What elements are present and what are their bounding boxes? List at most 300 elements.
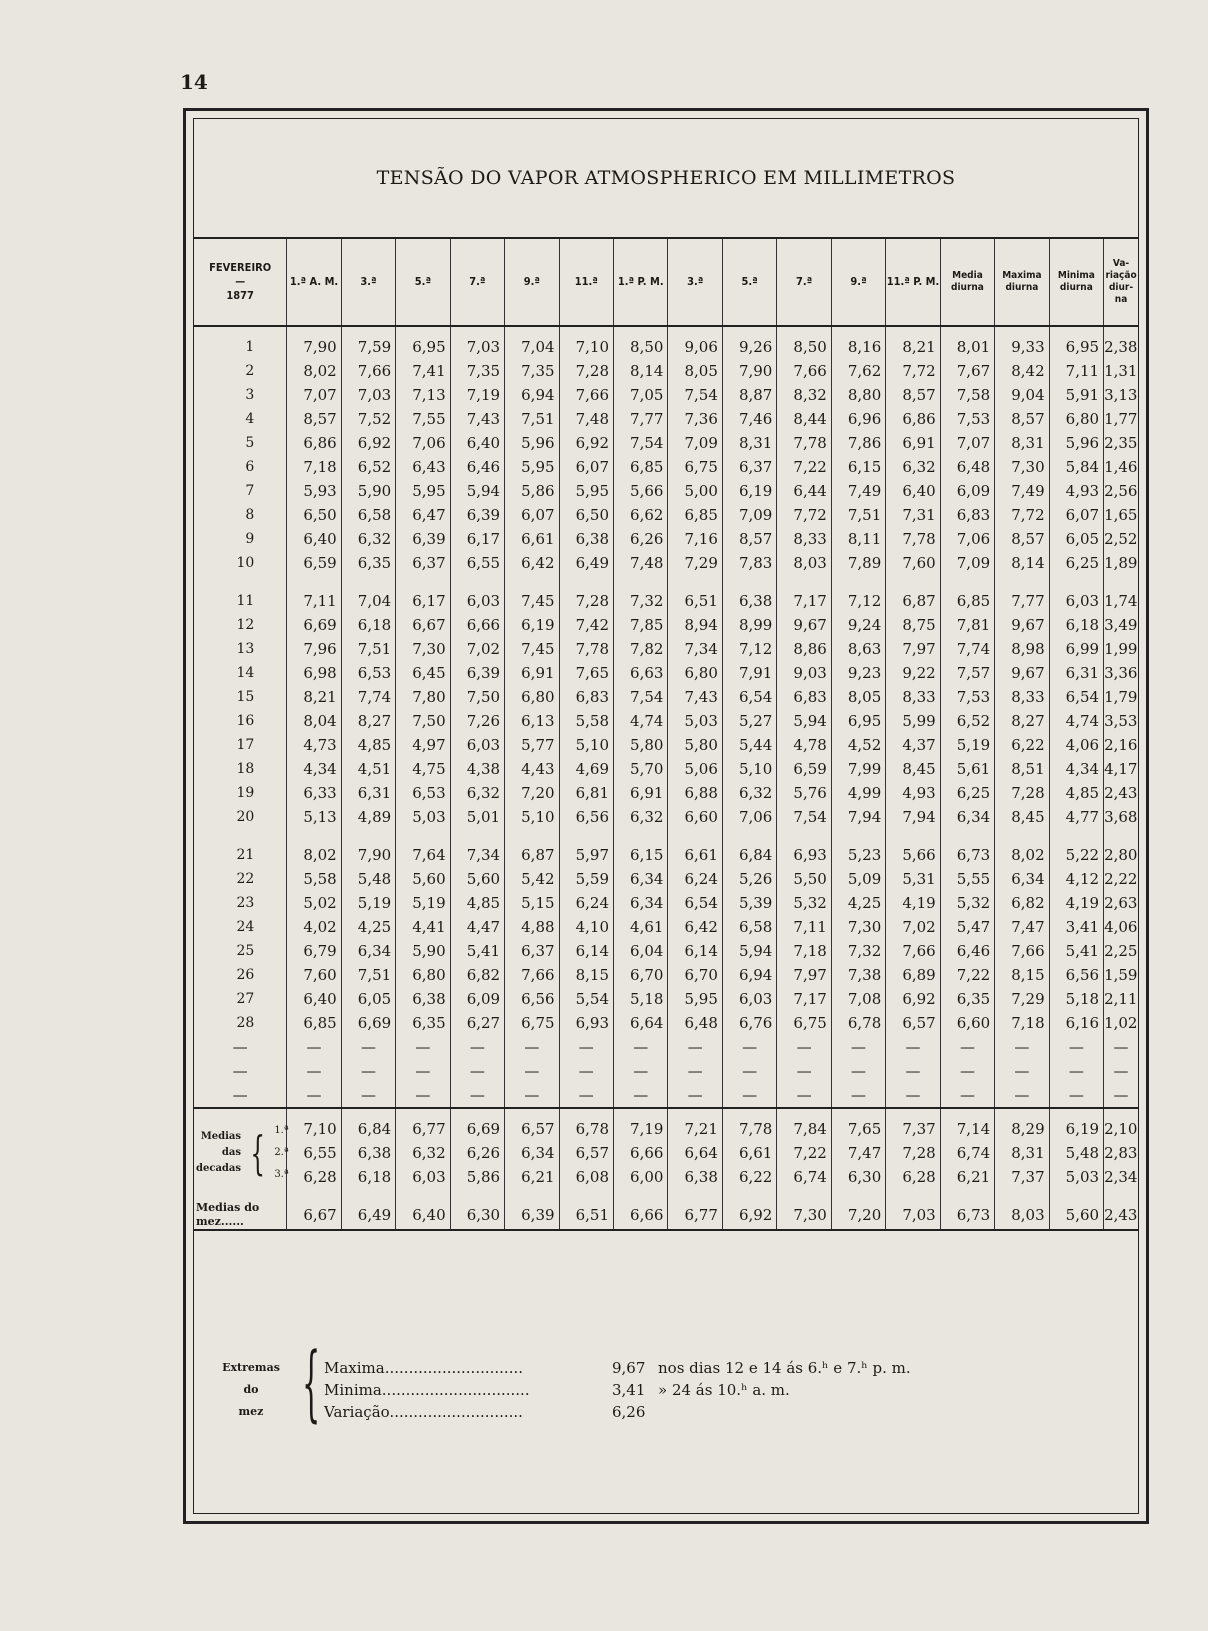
value-cell: 6,08 [559, 1165, 613, 1189]
value-cell: 6,49 [341, 1201, 395, 1230]
value-cell: 4,75 [396, 757, 450, 781]
value-cell: 4,34 [287, 757, 341, 781]
value-cell: 6,32 [341, 527, 395, 551]
extreme-note: » 24 ás 10.ʰ a. m. [658, 1381, 790, 1399]
value-cell: 6,32 [396, 1141, 450, 1165]
value-cell: 7,10 [287, 1117, 341, 1141]
value-cell: 7,45 [505, 589, 559, 613]
spacer-cell [396, 326, 450, 335]
dash-cell: — [940, 1035, 994, 1059]
spacer-cell [668, 1189, 722, 1201]
spacer-cell [1049, 575, 1103, 589]
day-cell: 20 [194, 805, 287, 829]
value-cell: 5,23 [831, 843, 885, 867]
dash-cell: — [450, 1059, 504, 1083]
col-header: 9.ª [505, 238, 559, 326]
extreme-minima [324, 1379, 790, 1401]
value-cell: 5,86 [450, 1165, 504, 1189]
value-cell: 7,94 [831, 805, 885, 829]
value-cell: 5,84 [1049, 455, 1103, 479]
value-cell: 6,27 [450, 1011, 504, 1035]
value-cell: 6,37 [396, 551, 450, 575]
value-cell: 7,06 [722, 805, 776, 829]
dash-cell: — [559, 1059, 613, 1083]
value-cell: 7,65 [559, 661, 613, 685]
value-cell: 8,80 [831, 383, 885, 407]
day-cell: 27 [194, 987, 287, 1011]
spacer-cell [886, 1189, 940, 1201]
spacer-cell [995, 1108, 1049, 1117]
value-cell: 7,29 [995, 987, 1049, 1011]
value-cell: 6,24 [559, 891, 613, 915]
value-cell: 6,85 [287, 1011, 341, 1035]
value-cell: 8,99 [722, 613, 776, 637]
table-body [194, 326, 1138, 1230]
value-cell: 3,13 [1104, 386, 1138, 404]
value-cell: 3,68 [1104, 808, 1138, 826]
dash-cell: — [1113, 1062, 1129, 1080]
value-cell: 6,00 [614, 1165, 668, 1189]
spacer-cell [668, 326, 722, 335]
value-cell: 5,47 [940, 915, 994, 939]
value-cell: 6,35 [341, 551, 395, 575]
value-cell: 6,04 [614, 939, 668, 963]
table-row [194, 1011, 1138, 1035]
value-cell: 8,33 [777, 527, 831, 551]
value-cell: 7,35 [450, 359, 504, 383]
value-cell: 7,34 [668, 637, 722, 661]
value-cell: 6,52 [940, 709, 994, 733]
value-cell: 6,54 [668, 891, 722, 915]
value-cell: 9,26 [722, 335, 776, 359]
value-cell: 5,10 [559, 733, 613, 757]
table-row [194, 685, 1138, 709]
spacer-cell [777, 1189, 831, 1201]
value-cell: 5,18 [614, 987, 668, 1011]
value-cell: 7,85 [614, 613, 668, 637]
value-cell: 6,66 [450, 613, 504, 637]
value-cell: 4,17 [1104, 760, 1138, 778]
spacer-cell [1049, 1108, 1103, 1117]
dash-row [194, 1059, 1138, 1083]
spacer-cell [614, 575, 668, 589]
value-cell: 6,37 [722, 455, 776, 479]
value-cell: 4,99 [831, 781, 885, 805]
value-cell: 7,72 [777, 503, 831, 527]
extreme-maxima [324, 1357, 911, 1379]
value-cell: 6,98 [287, 661, 341, 685]
value-cell: 6,22 [722, 1165, 776, 1189]
value-cell: 6,56 [559, 805, 613, 829]
value-cell: 7,78 [722, 1117, 776, 1141]
value-cell: 7,19 [450, 383, 504, 407]
table-row [194, 757, 1138, 781]
decade-label-line: decadas [196, 1163, 242, 1174]
value-cell: 6,88 [668, 781, 722, 805]
value-cell: 8,57 [886, 383, 940, 407]
value-cell: 6,28 [287, 1165, 341, 1189]
value-cell: 7,48 [559, 407, 613, 431]
value-cell: 6,61 [505, 527, 559, 551]
value-cell: 4,06 [1049, 733, 1103, 757]
value-cell: 8,14 [614, 359, 668, 383]
spacer-cell [505, 829, 559, 843]
value-cell: 6,94 [505, 383, 559, 407]
value-cell: 6,48 [668, 1011, 722, 1035]
value-cell: 4,93 [1049, 479, 1103, 503]
value-cell: 7,80 [396, 685, 450, 709]
value-cell: 6,07 [505, 503, 559, 527]
value-cell: 8,98 [995, 637, 1049, 661]
dash-cell: — [886, 1035, 940, 1059]
value-cell: 7,72 [886, 359, 940, 383]
value-cell: 6,32 [450, 781, 504, 805]
col-header: 11.ª P. M. [886, 238, 940, 326]
dash-cell: — [1113, 1038, 1129, 1056]
decade-mean-row [194, 1141, 1138, 1165]
value-cell: 6,55 [287, 1141, 341, 1165]
value-cell: 6,03 [1049, 589, 1103, 613]
table-row [194, 867, 1138, 891]
value-cell: 8,31 [722, 431, 776, 455]
value-cell: 5,60 [396, 867, 450, 891]
value-cell: 4,43 [505, 757, 559, 781]
value-cell: 5,50 [777, 867, 831, 891]
dash-cell: — [194, 1035, 287, 1059]
value-cell: 8,05 [668, 359, 722, 383]
value-cell: 7,13 [396, 383, 450, 407]
header-row [194, 238, 1138, 326]
value-cell: 6,39 [396, 527, 450, 551]
value-cell: 7,43 [450, 407, 504, 431]
dash-cell: — [886, 1083, 940, 1108]
day-cell: 15 [194, 685, 287, 709]
spacer-cell [886, 326, 940, 335]
value-cell: 8,44 [777, 407, 831, 431]
value-cell: 4,78 [777, 733, 831, 757]
spacer-cell [777, 575, 831, 589]
col-header: Va- riação diur- na [1104, 238, 1138, 326]
value-cell: 6,44 [777, 479, 831, 503]
page-number: 14 [180, 70, 208, 94]
value-cell: 6,84 [341, 1117, 395, 1141]
value-cell: 6,94 [722, 963, 776, 987]
value-cell: 5,22 [1049, 843, 1103, 867]
extreme-value: 9,67 [612, 1359, 646, 1377]
table-row [194, 335, 1138, 359]
dash-cell: — [505, 1083, 559, 1108]
value-cell: 7,22 [777, 455, 831, 479]
dash-row [194, 1035, 1138, 1059]
value-cell: 6,95 [396, 335, 450, 359]
value-cell: 6,03 [450, 733, 504, 757]
col-header: 7.ª [777, 238, 831, 326]
value-cell: 6,31 [341, 781, 395, 805]
spacer-cell [450, 829, 504, 843]
spacer-cell [450, 575, 504, 589]
value-cell: 6,32 [886, 455, 940, 479]
value-cell: 1,99 [1104, 640, 1138, 658]
value-cell: 2,11 [1104, 990, 1138, 1008]
value-cell: 7,36 [668, 407, 722, 431]
dash-cell: — [194, 1083, 287, 1108]
col-header: 5.ª [722, 238, 776, 326]
value-cell: 7,09 [668, 431, 722, 455]
brace-symbol: { [302, 1336, 321, 1431]
value-cell: 7,10 [559, 335, 613, 359]
value-cell: 6,21 [505, 1165, 559, 1189]
dash-cell: — [341, 1035, 395, 1059]
value-cell: 7,82 [614, 637, 668, 661]
value-cell: 5,94 [450, 479, 504, 503]
spacer-cell [777, 829, 831, 843]
value-cell: 7,42 [559, 613, 613, 637]
value-cell: 4,88 [505, 915, 559, 939]
value-cell: 5,80 [614, 733, 668, 757]
value-cell: 6,38 [722, 589, 776, 613]
value-cell: 6,95 [831, 709, 885, 733]
value-cell: 1,77 [1104, 410, 1138, 428]
value-cell: 5,86 [505, 479, 559, 503]
value-cell: 5,99 [886, 709, 940, 733]
value-cell: 7,37 [886, 1117, 940, 1141]
value-cell: 9,22 [886, 661, 940, 685]
value-cell: 6,30 [831, 1165, 885, 1189]
value-cell: 7,54 [614, 431, 668, 455]
value-cell: 7,54 [614, 685, 668, 709]
value-cell: 5,96 [1049, 431, 1103, 455]
dash-cell: — [940, 1059, 994, 1083]
value-cell: 6,85 [614, 455, 668, 479]
month-mean-label [194, 1201, 287, 1230]
value-cell: 5,90 [396, 939, 450, 963]
spacer-cell [831, 829, 885, 843]
value-cell: 6,56 [1049, 963, 1103, 987]
value-cell: 7,77 [614, 407, 668, 431]
spacer-cell [886, 1108, 940, 1117]
value-cell: 5,61 [940, 757, 994, 781]
dash-cell: — [722, 1059, 776, 1083]
value-cell: 6,22 [995, 733, 1049, 757]
day-cell: 9 [194, 527, 287, 551]
value-cell: 8,45 [995, 805, 1049, 829]
value-cell: 5,48 [1049, 1141, 1103, 1165]
value-cell: 7,14 [940, 1117, 994, 1141]
year-label: 1877 [226, 289, 254, 302]
dash-cell: — [995, 1083, 1049, 1108]
value-cell: 4,12 [1049, 867, 1103, 891]
value-cell: 8,50 [777, 335, 831, 359]
value-cell: 6,25 [940, 781, 994, 805]
spacer-cell [940, 1108, 994, 1117]
dash-cell: — [505, 1035, 559, 1059]
value-cell: 6,74 [940, 1141, 994, 1165]
value-cell: 2,56 [1104, 482, 1138, 500]
value-cell: 7,62 [831, 359, 885, 383]
extreme-note: nos dias 12 e 14 ás 6.ʰ e 7.ʰ p. m. [658, 1359, 911, 1377]
dash-cell: — [396, 1083, 450, 1108]
value-cell: 7,60 [287, 963, 341, 987]
dash-cell: — [831, 1059, 885, 1083]
value-cell: 7,83 [722, 551, 776, 575]
value-cell: 6,34 [995, 867, 1049, 891]
value-cell: 7,50 [450, 685, 504, 709]
value-cell: 6,69 [341, 1011, 395, 1035]
spacer-cell [194, 326, 287, 335]
value-cell: 7,03 [450, 335, 504, 359]
value-cell: 7,03 [341, 383, 395, 407]
value-cell: 7,11 [1049, 359, 1103, 383]
value-cell: 6,91 [614, 781, 668, 805]
value-cell: 5,32 [940, 891, 994, 915]
value-cell: 6,53 [396, 781, 450, 805]
value-cell: 8,27 [995, 709, 1049, 733]
value-cell: 7,02 [886, 915, 940, 939]
value-cell: 6,50 [287, 503, 341, 527]
value-cell: 7,60 [886, 551, 940, 575]
table-row [194, 359, 1138, 383]
dash-cell: — [341, 1083, 395, 1108]
value-cell: 6,57 [505, 1117, 559, 1141]
table-row [194, 891, 1138, 915]
value-cell: 8,33 [995, 685, 1049, 709]
value-cell: 6,53 [341, 661, 395, 685]
value-cell: 8,31 [995, 1141, 1049, 1165]
spacer-cell [287, 575, 341, 589]
value-cell: 6,31 [1049, 661, 1103, 685]
value-cell: 8,27 [341, 709, 395, 733]
spacer-row [194, 326, 1138, 335]
value-cell: 1,74 [1104, 592, 1138, 610]
spacer-cell [287, 1108, 341, 1117]
value-cell: 7,19 [614, 1117, 668, 1141]
value-cell: 4,19 [1049, 891, 1103, 915]
table-row [194, 963, 1138, 987]
value-cell: 6,92 [559, 431, 613, 455]
value-cell: 9,23 [831, 661, 885, 685]
day-cell: 2 [194, 359, 287, 383]
value-cell: 9,24 [831, 613, 885, 637]
dash-cell: — [450, 1083, 504, 1108]
dash-cell: — [450, 1035, 504, 1059]
table-frame [183, 108, 1149, 1524]
value-cell: 6,05 [1049, 527, 1103, 551]
value-cell: 2,52 [1104, 530, 1138, 548]
dash-cell: — [614, 1083, 668, 1108]
spacer-cell [940, 1189, 994, 1201]
value-cell: 7,78 [559, 637, 613, 661]
spacer-cell [995, 1189, 1049, 1201]
value-cell: 5,02 [287, 891, 341, 915]
day-cell: 22 [194, 867, 287, 891]
value-cell: 4,41 [396, 915, 450, 939]
table-row [194, 843, 1138, 867]
table-row [194, 781, 1138, 805]
value-cell: 6,14 [668, 939, 722, 963]
value-cell: 5,60 [1049, 1201, 1103, 1230]
value-cell: 6,77 [396, 1117, 450, 1141]
spacer-cell [396, 1108, 450, 1117]
value-cell: 6,75 [777, 1011, 831, 1035]
value-cell: 7,52 [341, 407, 395, 431]
value-cell: 6,73 [940, 843, 994, 867]
value-cell: 5,13 [287, 805, 341, 829]
value-cell: 6,92 [341, 431, 395, 455]
value-cell: 8,03 [995, 1201, 1049, 1230]
value-cell: 7,47 [995, 915, 1049, 939]
value-cell: 6,17 [396, 589, 450, 613]
value-cell: 6,37 [505, 939, 559, 963]
value-cell: 2,83 [1104, 1144, 1138, 1162]
value-cell: 6,61 [668, 843, 722, 867]
spacer-cell [396, 575, 450, 589]
value-cell: 6,54 [722, 685, 776, 709]
value-cell: 8,14 [995, 551, 1049, 575]
value-cell: 6,50 [559, 503, 613, 527]
value-cell: 7,81 [940, 613, 994, 637]
value-cell: 7,74 [940, 637, 994, 661]
extreme-label: Minima............................... [324, 1381, 530, 1399]
dash-cell: — [287, 1083, 341, 1108]
value-cell: 6,18 [341, 1165, 395, 1189]
value-cell: 6,83 [559, 685, 613, 709]
value-cell: 2,80 [1104, 846, 1138, 864]
spacer-cell [194, 1189, 287, 1201]
dash-cell: — [940, 1083, 994, 1108]
value-cell: 6,92 [886, 987, 940, 1011]
value-cell: 8,57 [287, 407, 341, 431]
value-cell: 5,95 [505, 455, 559, 479]
col-header: 3.ª [668, 238, 722, 326]
value-cell: 8,57 [995, 527, 1049, 551]
value-cell: 5,27 [722, 709, 776, 733]
value-cell: 8,87 [722, 383, 776, 407]
day-cell: 5 [194, 431, 287, 455]
value-cell: 6,18 [341, 613, 395, 637]
value-cell: 6,38 [559, 527, 613, 551]
spacer-cell [505, 575, 559, 589]
spacer-cell [287, 829, 341, 843]
value-cell: 2,25 [1104, 942, 1138, 960]
value-cell: 7,34 [450, 843, 504, 867]
dash-cell: — [287, 1059, 341, 1083]
value-cell: 4,97 [396, 733, 450, 757]
spacer-cell [559, 1108, 613, 1117]
spacer-cell [995, 829, 1049, 843]
value-cell: 6,15 [614, 843, 668, 867]
value-cell: 6,46 [940, 939, 994, 963]
value-cell: 7,66 [777, 359, 831, 383]
month-mean-label-line: mez...... [196, 1215, 244, 1228]
value-cell: 6,19 [505, 613, 559, 637]
day-cell: 26 [194, 963, 287, 987]
value-cell: 7,45 [505, 637, 559, 661]
value-cell: 5,59 [559, 867, 613, 891]
dash-cell: — [722, 1083, 776, 1108]
value-cell: 6,03 [722, 987, 776, 1011]
value-cell: 6,89 [886, 963, 940, 987]
value-cell: 9,67 [777, 613, 831, 637]
value-cell: 6,14 [559, 939, 613, 963]
spacer-cell [614, 1189, 668, 1201]
value-cell: 7,55 [396, 407, 450, 431]
value-cell: 6,76 [722, 1011, 776, 1035]
value-cell: 6,80 [396, 963, 450, 987]
value-cell: 6,60 [668, 805, 722, 829]
value-cell: 7,53 [940, 685, 994, 709]
value-cell: 6,39 [450, 661, 504, 685]
day-cell: 11 [194, 589, 287, 613]
